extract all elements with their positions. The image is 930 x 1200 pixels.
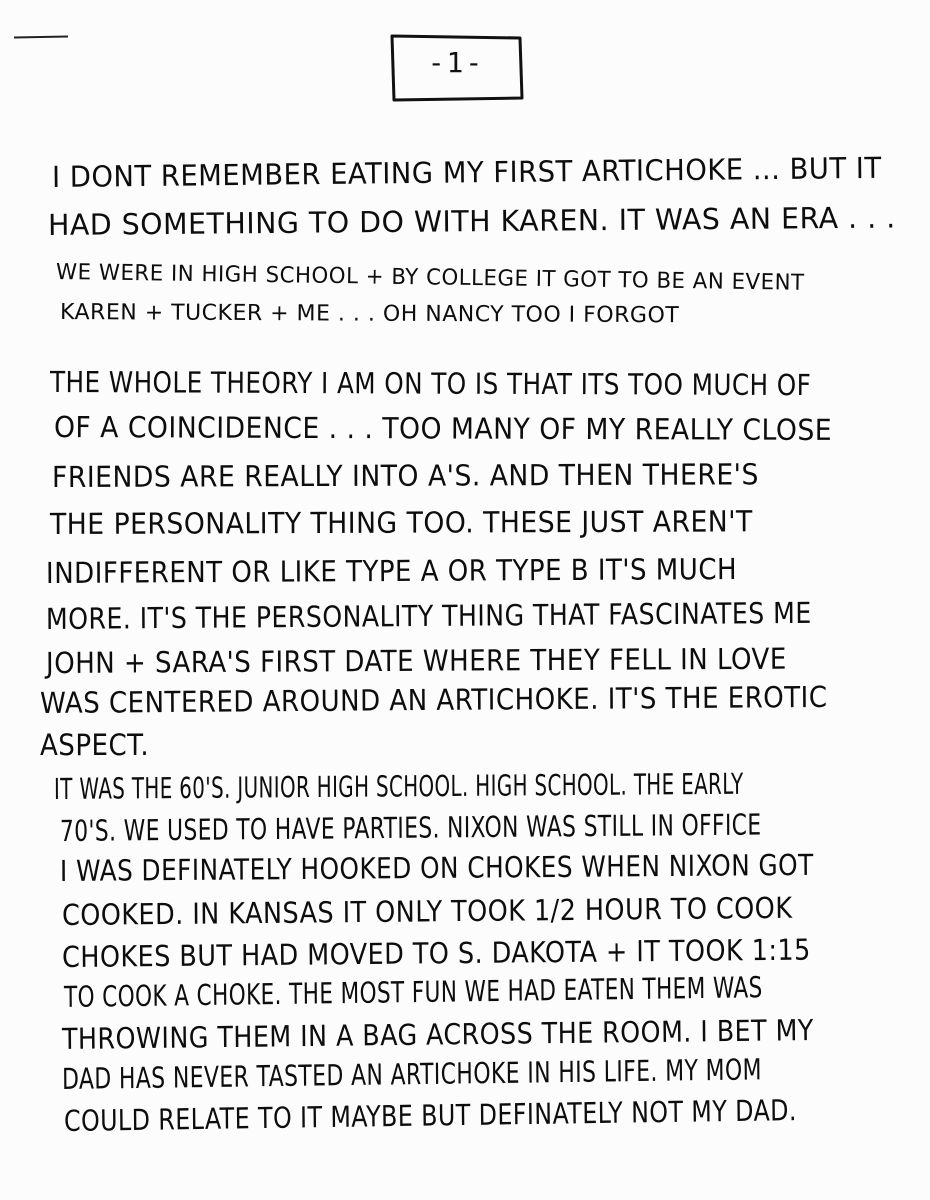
note-line: COOKED. IN KANSAS IT ONLY TOOK 1/2 HOUR TO COOK <box>61 890 793 932</box>
note-line: ASPECT. <box>40 728 150 762</box>
note-line: WAS CENTERED AROUND AN ARTICHOKE. IT'S THE EROTIC <box>39 679 828 720</box>
note-line: MORE. IT'S THE PERSONALITY THING THAT FASCINATES ME <box>45 595 812 636</box>
note-line: CHOKES BUT HAD MOVED TO S. DAKOTA + IT TOOK 1:15 <box>61 932 811 974</box>
page-number-box <box>388 32 524 102</box>
note-line: HAD SOMETHING TO DO WITH KAREN. IT WAS AN ERA . . . <box>47 200 896 242</box>
note-line: FRIENDS ARE REALLY INTO A'S. AND THEN THERE'S <box>51 457 759 494</box>
note-line: THE WHOLE THEORY I AM ON TO IS THAT ITS TOO MUCH OF <box>49 365 812 403</box>
note-line: OF A COINCIDENCE . . . TOO MANY OF MY REALLY CLOSE <box>53 410 833 447</box>
note-line: THROWING THEM IN A BAG ACROSS THE ROOM. I BET MY <box>61 1013 814 1056</box>
note-line: KAREN + TUCKER + ME . . . OH NANCY TOO I FORGOT <box>59 300 680 329</box>
note-line: WE WERE IN HIGH SCHOOL + BY COLLEGE IT GOT TO BE AN EVENT <box>55 260 805 296</box>
note-line: 70'S. WE USED TO HAVE PARTIES. NIXON WAS STILL IN OFFICE <box>59 807 762 848</box>
page-number: -1- <box>427 46 485 79</box>
note-line: COULD RELATE TO IT MAYBE BUT DEFINATELY NOT MY DAD. <box>63 1093 798 1138</box>
note-line: JOHN + SARA'S FIRST DATE WHERE THEY FELL IN LOVE <box>45 641 787 680</box>
note-line: I DONT REMEMBER EATING MY FIRST ARTICHOKE ... BUT IT <box>51 150 882 194</box>
note-line: DAD HAS NEVER TASTED AN ARTICHOKE IN HIS LIFE. MY MOM <box>61 1052 763 1096</box>
note-line: INDIFFERENT OR LIKE TYPE A OR TYPE B IT'S MUCH <box>45 551 738 590</box>
note-line: IT WAS THE 60'S. JUNIOR HIGH SCHOOL. HIGH SCHOOL. THE EARLY <box>53 766 744 806</box>
note-line: TO COOK A CHOKE. THE MOST FUN WE HAD EATEN THEM WAS <box>63 970 763 1014</box>
note-line: I WAS DEFINATELY HOOKED ON CHOKES WHEN NIXON GOT <box>59 847 814 888</box>
note-line: THE PERSONALITY THING TOO. THESE JUST AREN'T <box>49 504 753 541</box>
corner-dash-mark <box>14 36 68 39</box>
